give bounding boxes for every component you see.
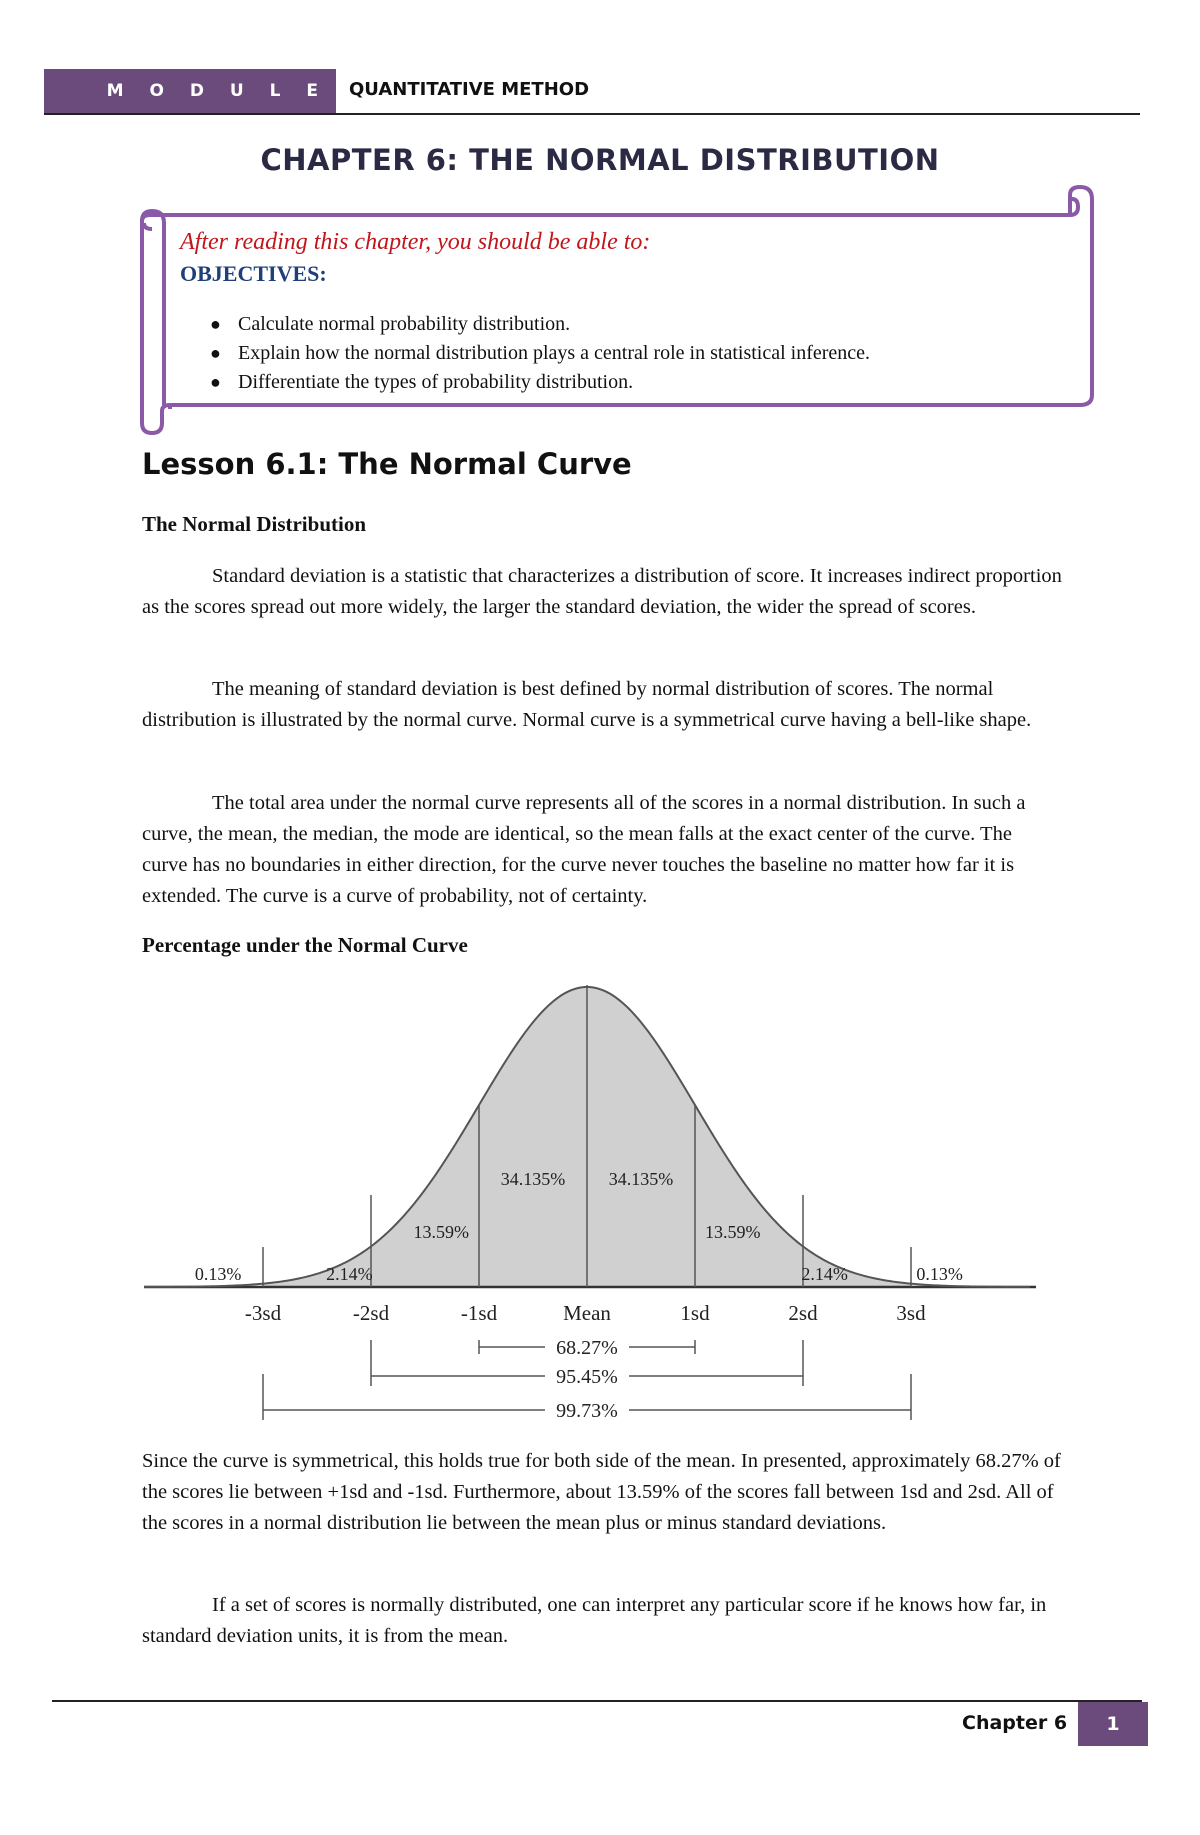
section-title-percentage: Percentage under the Normal Curve	[142, 933, 468, 957]
footer-divider	[52, 1700, 1142, 1702]
x-tick-label: 1sd	[680, 1301, 710, 1325]
range-label: 68.27%	[556, 1337, 618, 1359]
paragraph: If a set of scores is normally distributed, one can interpret any particular score if he knows how far, in standard deviation units, it is from the mean.	[142, 1594, 1047, 1647]
bullet-icon: ●	[210, 372, 221, 392]
region-label: 2.14%	[801, 1264, 848, 1284]
region-label: 13.59%	[413, 1222, 469, 1242]
objective-text: Differentiate the types of probability distribution.	[238, 371, 634, 393]
region-label: 2.14%	[326, 1264, 373, 1284]
objective-item	[210, 368, 870, 397]
paragraph: Standard deviation is a statistic that characterizes a distribution of score. It increases indirect proportion as the scores spread out more widely, the larger the standard deviation, the wider the spread of scores.	[142, 565, 1062, 618]
region-label: 0.13%	[194, 1264, 242, 1284]
objective-item	[210, 310, 870, 339]
objectives-intro: After reading this chapter, you should be able to:	[180, 229, 651, 255]
range-label: 99.73%	[556, 1400, 618, 1422]
x-tick-label: Mean	[563, 1301, 611, 1325]
paragraph: The total area under the normal curve represents all of the scores in a normal distribution. In such a curve, the mean, the median, the mode are identical, so the mean falls at the exact center of the curve. The curve has no boundaries in either direction, for the curve never touches the baseline no matter how far it is extended. The curve is a curve of probability, not of certainty.	[142, 792, 1026, 907]
footer-chapter-label: Chapter 6	[962, 1712, 1068, 1734]
objective-item	[210, 339, 870, 368]
range-label: 95.45%	[556, 1366, 618, 1388]
paragraph: The meaning of standard deviation is best defined by normal distribution of scores. The normal distribution is illustrated by the normal curve. Normal curve is a symmetrical curve having a bell-like shape.	[142, 678, 1032, 731]
region-label: 13.59%	[705, 1222, 761, 1242]
module-label: M O D U L E	[44, 69, 336, 113]
section-title-normal-distribution: The Normal Distribution	[142, 512, 367, 536]
objectives-list	[210, 310, 870, 397]
region-label: 34.135%	[500, 1169, 566, 1189]
region-label: 0.13%	[916, 1264, 963, 1284]
x-tick-label: -2sd	[352, 1301, 390, 1325]
x-tick-label: 2sd	[788, 1301, 818, 1325]
x-tick-label: -3sd	[244, 1301, 282, 1325]
page-number: 1	[1078, 1702, 1148, 1746]
course-title: QUANTITATIVE METHOD	[349, 79, 590, 100]
lesson-title: Lesson 6.1: The Normal Curve	[142, 447, 632, 481]
page-header	[44, 69, 1140, 115]
x-tick-label: 3sd	[896, 1301, 926, 1325]
bullet-icon: ●	[210, 314, 221, 334]
normal-curve-chart	[130, 965, 1060, 1445]
bullet-icon: ●	[210, 343, 221, 363]
region-label: 34.135%	[608, 1169, 674, 1189]
chapter-title: CHAPTER 6: THE NORMAL DISTRIBUTION	[260, 143, 940, 177]
objectives-scroll	[130, 185, 1118, 435]
header-divider	[44, 113, 1140, 115]
x-tick-label: -1sd	[460, 1301, 498, 1325]
objectives-heading: OBJECTIVES:	[180, 261, 327, 286]
paragraph: Since the curve is symmetrical, this holds true for both side of the mean. In presented, approximately 68.27% of the scores lie between +1sd and -1sd. Furthermore, about 13.59% of the scores fall between 1sd and 2sd. All of the scores in a normal distribution lie between the mean plus or minus standard deviations.	[142, 1450, 1061, 1534]
objective-text: Explain how the normal distribution plays a central role in statistical inference.	[238, 342, 871, 364]
objective-text: Calculate normal probability distribution.	[238, 313, 571, 335]
